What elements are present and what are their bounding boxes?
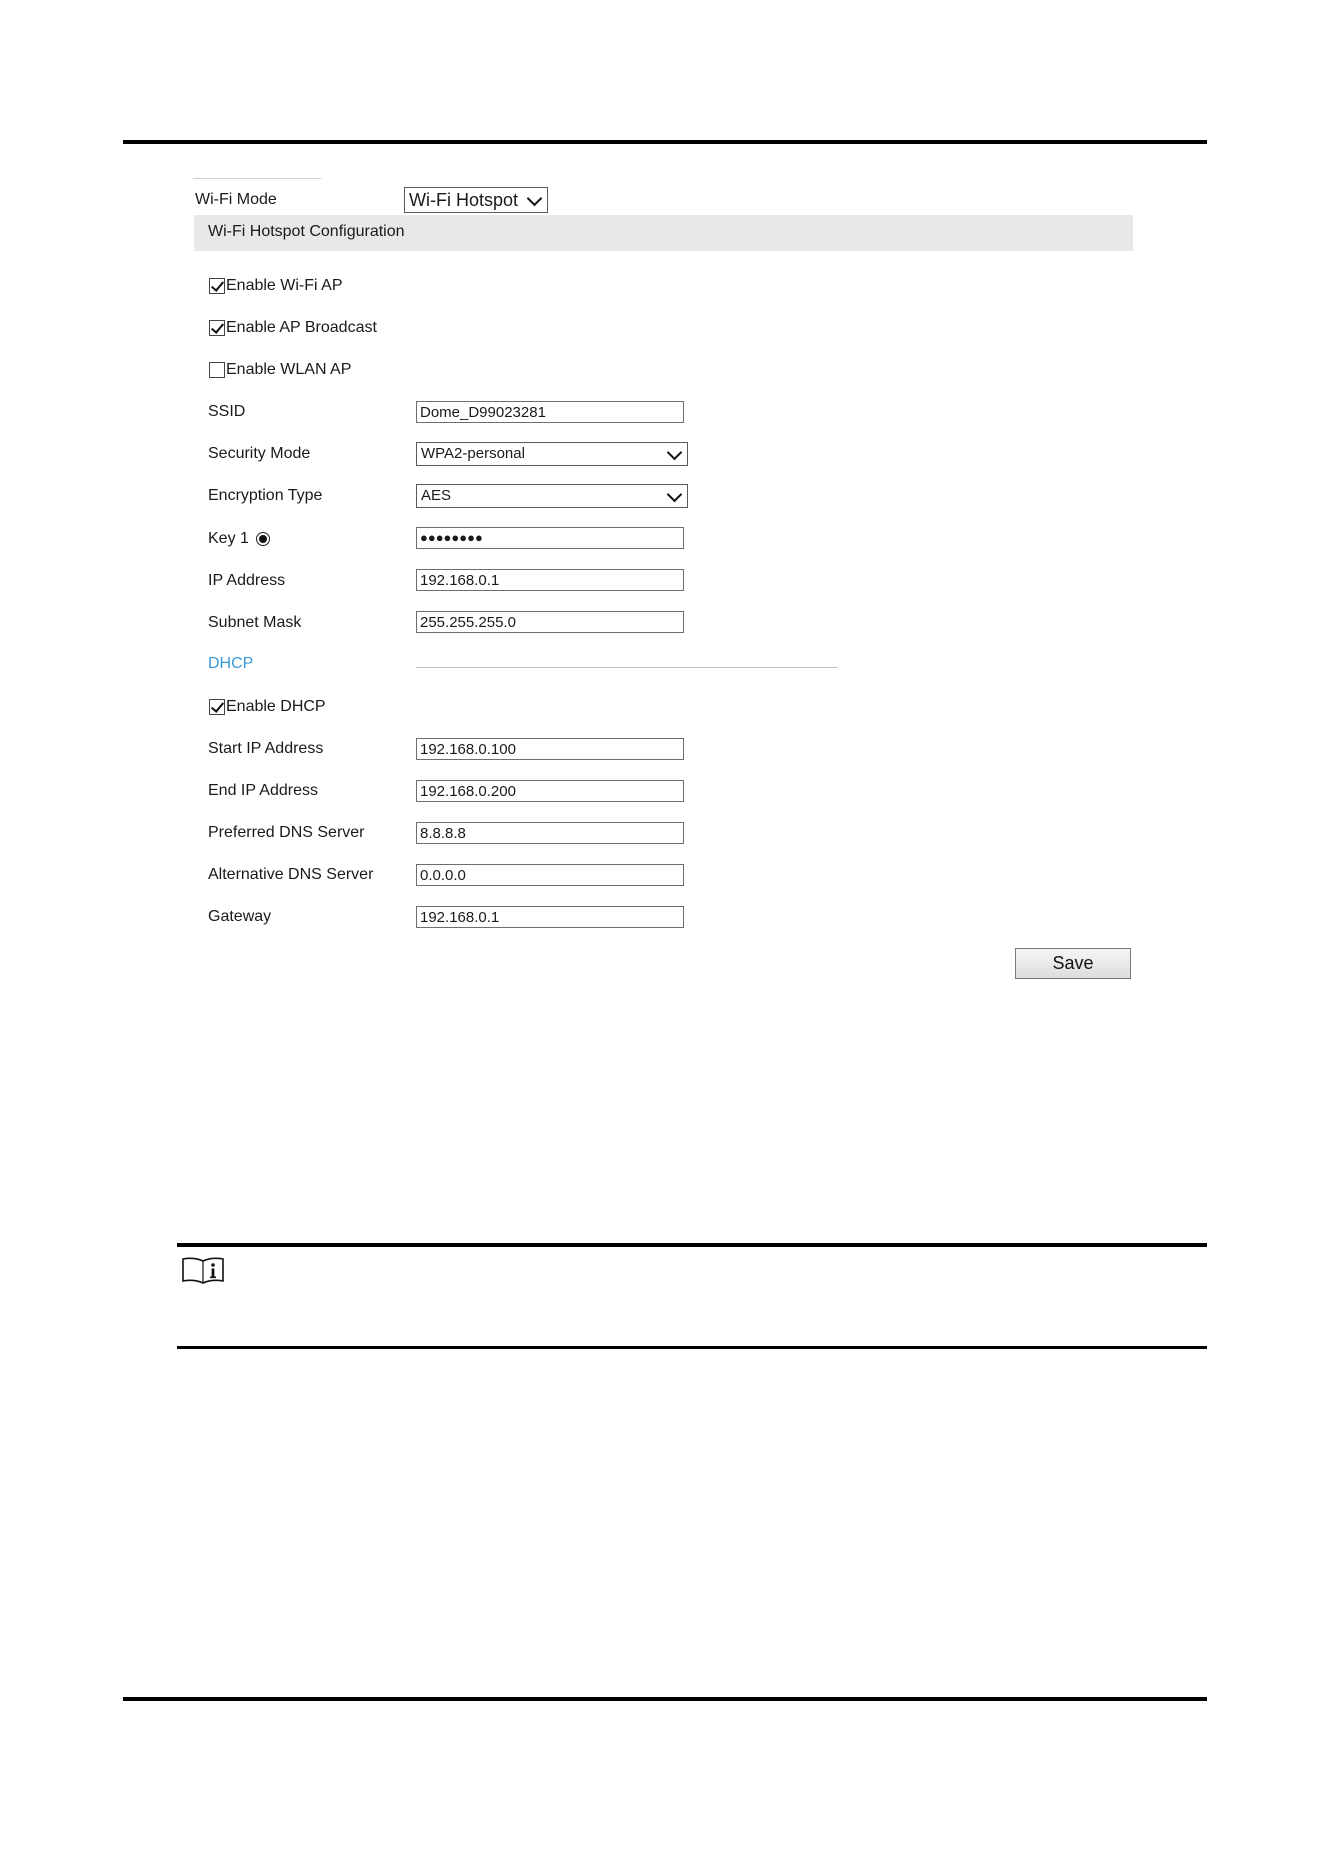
enable-wifi-ap-checkbox[interactable] (209, 278, 225, 294)
dhcp-divider (416, 667, 838, 668)
key1-password-input[interactable]: ●●●●●●●● (416, 527, 684, 549)
security-mode-select[interactable] (416, 442, 688, 466)
start-ip-label: Start IP Address (208, 740, 324, 757)
ssid-input[interactable] (416, 401, 684, 423)
bottom-rule (123, 1697, 1207, 1701)
enable-wlan-ap-checkbox[interactable] (209, 362, 225, 378)
alternative-dns-input[interactable] (416, 864, 684, 886)
wifi-mode-label: Wi-Fi Mode (195, 191, 277, 208)
dhcp-heading: DHCP (208, 655, 254, 672)
encryption-type-select[interactable] (416, 484, 688, 508)
top-rule (123, 140, 1207, 144)
alternative-dns-label: Alternative DNS Server (208, 866, 374, 883)
preferred-dns-input[interactable] (416, 822, 684, 844)
enable-wifi-ap-label: Enable Wi-Fi AP (226, 277, 343, 294)
enable-dhcp-checkbox[interactable] (209, 699, 225, 715)
wifi-mode-tab-line (193, 178, 321, 179)
security-mode-label: Security Mode (208, 445, 311, 462)
wifi-mode-select-value: Wi-Fi Hotspot (409, 190, 519, 210)
gateway-input[interactable] (416, 906, 684, 928)
enable-ap-broadcast-checkbox[interactable] (209, 320, 225, 336)
checkmark-icon (211, 320, 224, 334)
enable-dhcp-label: Enable DHCP (226, 698, 326, 715)
ip-address-label: IP Address (208, 572, 286, 589)
radio-dot-icon (259, 535, 267, 543)
note-bottom-rule (177, 1346, 1207, 1349)
section-title: Wi-Fi Hotspot Configuration (208, 223, 405, 240)
start-ip-input[interactable] (416, 738, 684, 760)
note-top-rule (177, 1243, 1207, 1247)
enable-wlan-ap-label: Enable WLAN AP (226, 361, 352, 378)
preferred-dns-label: Preferred DNS Server (208, 824, 365, 841)
chevron-down-icon (667, 445, 683, 461)
enable-ap-broadcast-label: Enable AP Broadcast (226, 319, 377, 336)
key1-label: Key 1 (208, 530, 249, 547)
subnet-mask-input[interactable] (416, 611, 684, 633)
ssid-label: SSID (208, 403, 246, 420)
ip-address-input[interactable] (416, 569, 684, 591)
key1-radio[interactable] (256, 532, 270, 546)
chevron-down-icon (527, 191, 543, 207)
info-book-icon (180, 1256, 226, 1284)
wifi-mode-select[interactable] (404, 187, 548, 213)
subnet-mask-label: Subnet Mask (208, 614, 302, 631)
encryption-type-label: Encryption Type (208, 487, 323, 504)
checkmark-icon (211, 699, 224, 713)
end-ip-label: End IP Address (208, 782, 318, 799)
save-button[interactable]: Save (1015, 948, 1131, 979)
chevron-down-icon (667, 487, 683, 503)
security-mode-value: WPA2-personal (421, 445, 525, 462)
end-ip-input[interactable] (416, 780, 684, 802)
encryption-type-value: AES (421, 487, 452, 504)
gateway-label: Gateway (208, 908, 272, 925)
checkmark-icon (211, 278, 224, 292)
